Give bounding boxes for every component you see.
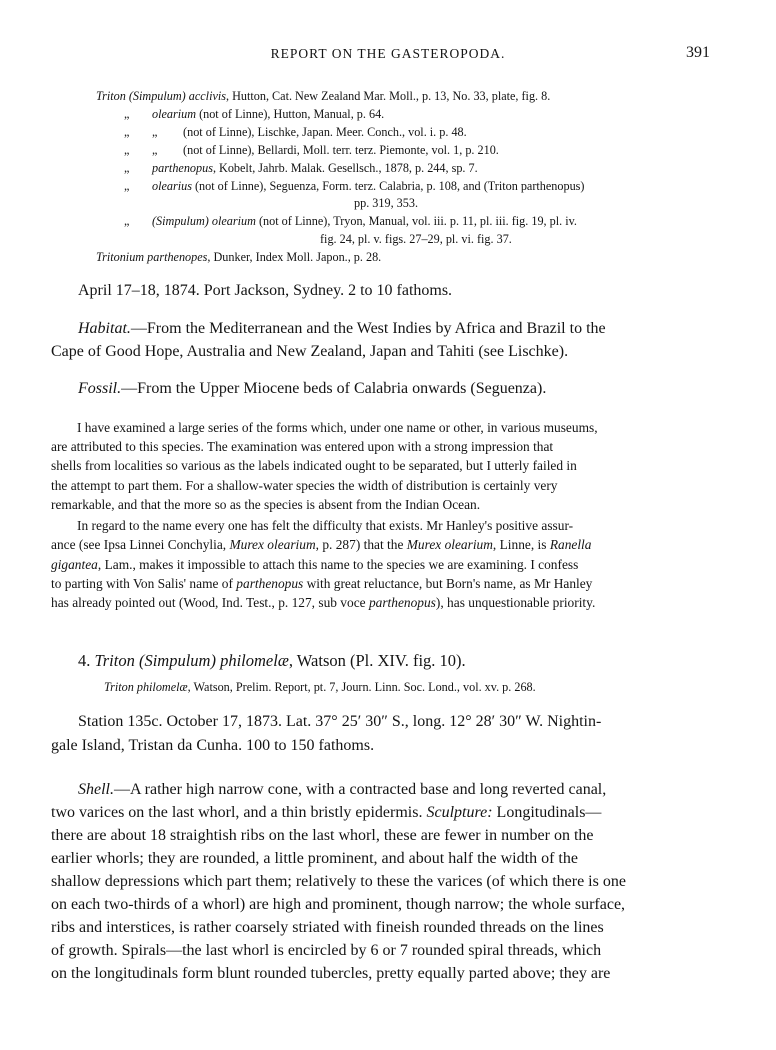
synonym-line: pp. 319, 353. xyxy=(354,196,418,210)
species-reference: Triton philomelæ, Watson, Prelim. Report, pt. 7, Journ. Linn. Soc. Lond., vol. xv. p. 268. xyxy=(104,680,536,694)
synonym-line: „ „ (not of Linne), Bellardi, Moll. terr. terz. Piemonte, vol. 1, p. 210. xyxy=(124,143,499,157)
synonym-line: fig. 24, pl. v. figs. 27–29, pl. vi. fig. 37. xyxy=(320,232,512,246)
synonym-line: „ „ (not of Linne), Lischke, Japan. Meer. Conch., vol. i. p. 48. xyxy=(124,125,467,139)
synonym-line: „ olearius (not of Linne), Seguenza, Form. terz. Calabria, p. 108, and (Triton parthenopus) xyxy=(124,179,585,193)
fossil-paragraph: Fossil.—From the Upper Miocene beds of Calabria onwards (Seguenza). xyxy=(78,380,547,397)
document-page: REPORT ON THE GASTEROPODA. 391 Triton (Simpulum) acclivis, Hutton, Cat. New Zealand Mar. Moll., p. 13, No. 33, plate, fig. 8. „ olearium (not of Linne), Hutton, Manual, p. 64. „ „ (not of Linne), Lischke, Japan. Meer. Conch., vol. i. p. 48. „ „ (not of Linne), Bellardi, Moll. terr. terz. Piemonte, vol. 1, p. 210. „ parthenopus, Kobelt, Jahrb. Malak. Gesellsch., 1878, p. 244, sp. 7. „ olearius (not of Linne), Seguenza, Form. terz. Calabria, p. 108, and (Triton parthenopus) pp. 319, 353. „ (Simpulum) olearium (not of Linne), Tryon, Manual, vol. iii. p. 11, pl. iii. fig. 19, pl. iv. fig. 24, pl. v. figs. 27–29, pl. vi. fig. 37. Tritonium parthenopes, Dunker, Index Moll. Japon., p. 28. April 17–18, 1874. Port Jackson, Sydney. 2 to 10 fathoms. Habitat.—From the Mediterranean and the West Indies by Africa and Brazil to the Cape of Good Hope, Australia and New Zealand, Japan and Tahiti (see Lischke). Fossil.—From the Upper Miocene beds of Calabria onwards (Seguenza). I have examined a large series of the forms which, under one name or other, in various museums, are attributed to this species. The examination was entered upon with a strong impression that shells from localities so various as the labels indicated ought to be separated, but I utterly failed in the attempt to part them. For a shallow-water species the width of distribution is certainly very remarkable, and that the more so as the species is absent from the Indian Ocean. In regard to the name every one has felt the difficulty that exists. Mr Hanley's positive assur- ance (see Ipsa Linnei Conchylia, Murex olearium, p. 287) that the Murex olearium, Linne, is Ranella gigantea, Lam., makes it impossible to attach this name to the species we are examining. I confess to parting with Von Salis' name of parthenopus with great reluctance, but Born's name, as Mr Hanley has already pointed out (Wood, Ind. Test., p. 127, sub voce parthenopus), has unquestionable priority. 4. Triton (Simpulum) philomelæ, Watson (Pl. XIV. fig. 10). Triton philomelæ, Watson, Prelim. Report, pt. 7, Journ. Linn. Soc. Lond., vol. xv. p. 268. Station 135c. October 17, 1873. Lat. 37° 25′ 30″ S., long. 12° 28′ 30″ W. Nightin- gale Island, Tristan da Cunha. 100 to 150 fathoms. Shell.—A rather high narrow cone, with a contracted base and long reverted canal, two varices on the last whorl, and a thin bristly epidermis. Sculpture: Longitudinals— there are about 18 straightish ribs on the last whorl, these are fewer in number on the earlier whorls; they are rounded, a little prominent, and about half the width of the shallow depressions which part them; relatively to these the varices (of which there is one on each two-thirds of a whorl) are high and prominent, though narrow; the whole surface, ribs and interstices, is rather coarsely striated with fineish rounded threads on the lines of growth. Spirals—the last whorl is encircled by 6 or 7 rounded spiral threads, which on the longitudinals form blunt rounded tubercles, pretty equally parted above; they are xyxy=(0,0,776,1050)
synonym-line: „ parthenopus, Kobelt, Jahrb. Malak. Gesellsch., 1878, p. 244, sp. 7. xyxy=(124,161,478,175)
page-number: 391 xyxy=(686,44,710,61)
synonym-line: Tritonium parthenopes, Dunker, Index Moll. Japon., p. 28. xyxy=(96,250,382,264)
shell-label: Shell. xyxy=(78,781,114,798)
station-line: April 17–18, 1874. Port Jackson, Sydney. 2 to 10 fathoms. xyxy=(78,282,453,299)
synonym-line: „ (Simpulum) olearium (not of Linne), Tryon, Manual, vol. iii. p. 11, pl. iii. fig. 19, pl. iv. xyxy=(124,214,577,228)
fossil-label: Fossil. xyxy=(78,380,122,397)
species-heading: 4. Triton (Simpulum) philomelæ, Watson (Pl. XIV. fig. 10). xyxy=(78,651,466,670)
synonym-line: Triton (Simpulum) acclivis, Hutton, Cat. New Zealand Mar. Moll., p. 13, No. 33, plate, fig. 8. xyxy=(96,89,551,103)
page-header xyxy=(0,44,776,68)
synonym-line: „ olearium (not of Linne), Hutton, Manual, p. 64. xyxy=(124,107,385,121)
running-head: REPORT ON THE GASTEROPODA. xyxy=(270,46,506,61)
habitat-label: Habitat. xyxy=(78,320,131,337)
